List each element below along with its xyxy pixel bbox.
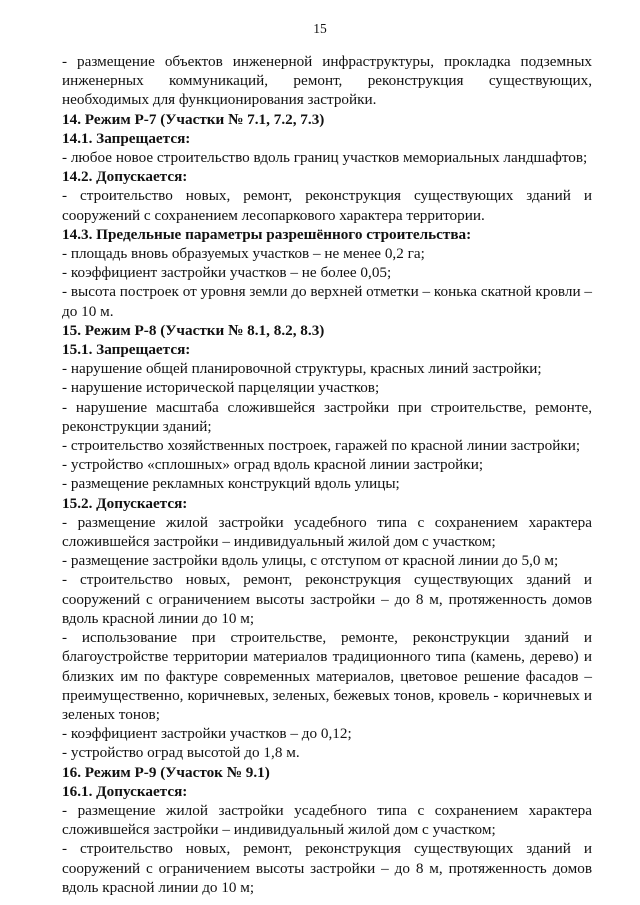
paragraph: - нарушение исторической парцеляции участков; [62,379,380,397]
paragraph: - строительство новых, ремонт, реконструкция существующих зданий и сооружений с сохранением лесопаркового характера территории. [62,187,592,224]
paragraph: - нарушение масштаба сложившейся застройки при строительстве, ремонте, реконструкции зданий; [62,398,592,435]
section-heading: 15. Режим Р-8 (Участки № 8.1, 8.2, 8.3) [62,321,325,339]
section-heading: 14.1. Запрещается: [62,129,191,147]
paragraph: - высота построек от уровня земли до верхней отметки – конька скатной кровли – до 10 м. [62,283,592,320]
paragraph: - коэффициент застройки участков – до 0,12; [62,725,352,743]
paragraph: - использование при строительстве, ремонте, реконструкции зданий и благоустройстве территории материалов традиционного типа (камень, дерево) и близких им по фактуре современных материалов, цветовое решение фасадов – преимущественно, коричневых, зеленых, бежевых тонов, кровель - коричневых и зеленых тонов; [62,629,592,723]
paragraph: - размещение жилой застройки усадебного типа с сохранением характера сложившейся застройки – индивидуальный жилой дом с участком; [62,513,592,551]
section-heading: 15.2. Допускается: [62,494,188,512]
document-body [62,52,592,897]
paragraph: - любое новое строительство вдоль границ участков мемориальных ландшафтов; [62,149,588,167]
section-heading: 14.3. Предельные параметры разрешённого строительства: [62,225,472,243]
section-heading: 14. Режим Р-7 (Участки № 7.1, 7.2, 7.3) [62,110,325,128]
paragraph: - строительство новых, ремонт, реконструкция существующих зданий и сооружений с ограничением высоты застройки – до 8 м, протяженность домов вдоль красной линии до 10 м; [62,840,592,896]
paragraph: - коэффициент застройки участков – не более 0,05; [62,264,392,282]
paragraph: - площадь вновь образуемых участков – не менее 0,2 га; [62,245,425,263]
paragraph: - размещение застройки вдоль улицы, с отступом от красной линии до 5,0 м; [62,552,559,570]
section-heading: 15.1. Запрещается: [62,341,191,359]
paragraph: - нарушение общей планировочной структуры, красных линий застройки; [62,360,542,378]
page-number: 15 [313,21,327,36]
section-heading: 16. Режим Р-9 (Участок № 9.1) [62,763,270,781]
section-heading: 16.1. Допускается: [62,782,188,800]
paragraph: - устройство «сплошных» оград вдоль красной линии застройки; [62,456,484,474]
paragraph: - строительство хозяйственных построек, гаражей по красной линии застройки; [62,437,581,455]
paragraph: - размещение жилой застройки усадебного типа с сохранением характера сложившейся застройки – индивидуальный жилой дом с участком; [62,801,592,839]
paragraph: - устройство оград высотой до 1,8 м. [62,744,300,762]
paragraph: - строительство новых, ремонт, реконструкция существующих зданий и сооружений с ограничением высоты застройки – до 8 м, протяженность домов вдоль красной линии до 10 м; [62,571,592,627]
paragraph: - размещение объектов инженерной инфраструктуры, прокладка подземных инженерных коммуникаций, ремонт, реконструкция существующих, необходимых для функционирования застройки. [62,53,592,109]
section-heading: 14.2. Допускается: [62,168,188,186]
paragraph: - размещение рекламных конструкций вдоль улицы; [62,475,400,493]
